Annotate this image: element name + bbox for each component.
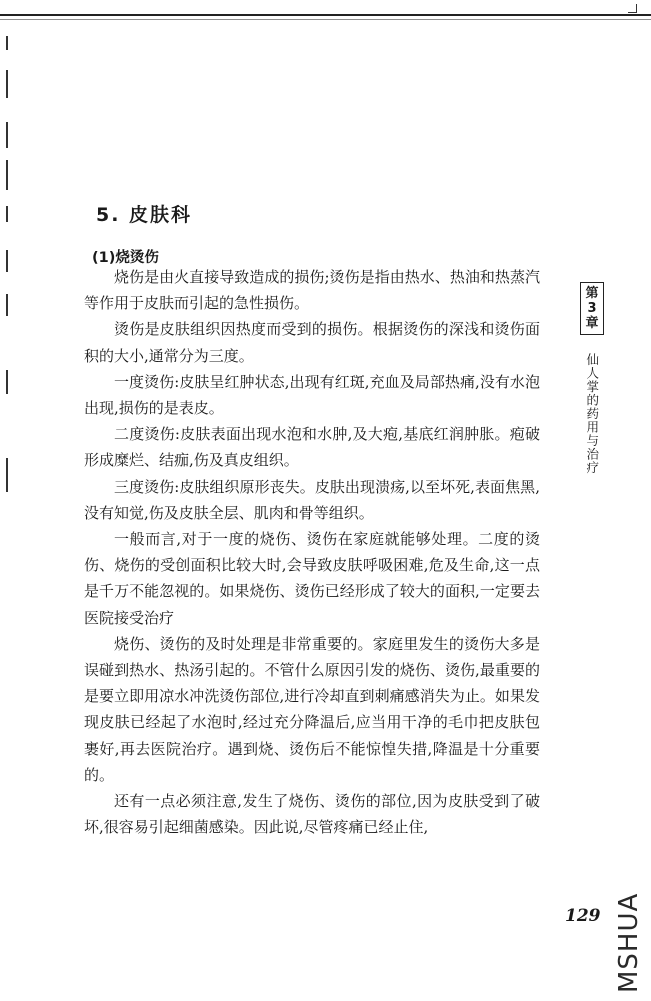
paragraph: 三度烫伤:皮肤组织原形丧失。皮肤出现溃疡,以至坏死,表面焦黑,没有知觉,伤及皮肤全层、肌肉和骨等组织。 [84, 477, 540, 522]
top-border-rule-thin [0, 19, 651, 20]
chapter-prefix: 第 [585, 286, 599, 301]
scan-margin-mark [6, 70, 8, 98]
paragraph: 一度烫伤:皮肤呈红肿状态,出现有红斑,充血及局部热痛,没有水泡出现,损伤的是表皮。 [84, 372, 540, 418]
corner-crop-mark [628, 4, 637, 13]
paragraph: 烧伤是由火直接导致造成的损伤;烫伤是指由热水、热油和热蒸汽等作用于皮肤而引起的急性损伤。 [84, 268, 540, 313]
scan-margin-mark [6, 458, 8, 492]
chapter-suffix: 章 [585, 316, 599, 331]
paragraph: 一般而言,对于一度的烧伤、烫伤在家庭就能够处理。二度的烫伤、烧伤的受创面积比较大时,会导致皮肤呼吸困难,危及生命,这一点是千万不能忽视的。如果烧伤、烫伤已经形成了较大的面积,一定要去医院接受治疗 [84, 530, 540, 627]
subsection-heading: (1)烧烫伤 [92, 250, 159, 266]
top-border-rule [0, 14, 651, 16]
paragraph: 二度烫伤:皮肤表面出现水泡和水肿,及大疱,基底红润肿胀。疱破形成糜烂、结痂,伤及真皮组织。 [84, 425, 540, 470]
scan-margin-mark [6, 122, 8, 148]
scan-margin-mark [6, 250, 8, 272]
chapter-title: 仙人掌的药用与治疗 [584, 353, 600, 475]
chapter-box [580, 282, 604, 335]
scan-margin-mark [6, 206, 8, 222]
page-number: 129 [565, 906, 601, 926]
scan-margin-mark [6, 370, 8, 394]
section-heading: 5. 皮肤科 [96, 204, 193, 226]
body-text [84, 264, 540, 840]
scan-margin-mark [6, 294, 8, 316]
scan-margin-mark [6, 160, 8, 190]
paragraph: 还有一点必须注意,发生了烧伤、烫伤的部位,因为皮肤受到了破坏,很容易引起细菌感染。因此说,尽管疼痛已经止住, [84, 792, 540, 837]
chapter-tab [580, 282, 604, 475]
paragraph: 烫伤是皮肤组织因热度而受到的损伤。根据烫伤的深浅和烫伤面积的大小,通常分为三度。 [84, 320, 540, 365]
paragraph: 烧伤、烫伤的及时处理是非常重要的。家庭里发生的烫伤大多是误碰到热水、热汤引起的。不管什么原因引发的烧伤、烫伤,最重要的是要立即用凉水冲洗烫伤部位,进行冷却直到刺痛感消失为止。如果发现皮肤已经起了水泡时,经过充分降温后,应当用干净的毛巾把皮肤包裹好,再去医院治疗。遇到烧、烫伤后不能惊惶失措,降温是十分重要的。 [84, 634, 540, 784]
scan-margin-mark [6, 36, 8, 50]
watermark-text: MSHUA [614, 892, 644, 994]
chapter-number: 3 [587, 301, 597, 316]
